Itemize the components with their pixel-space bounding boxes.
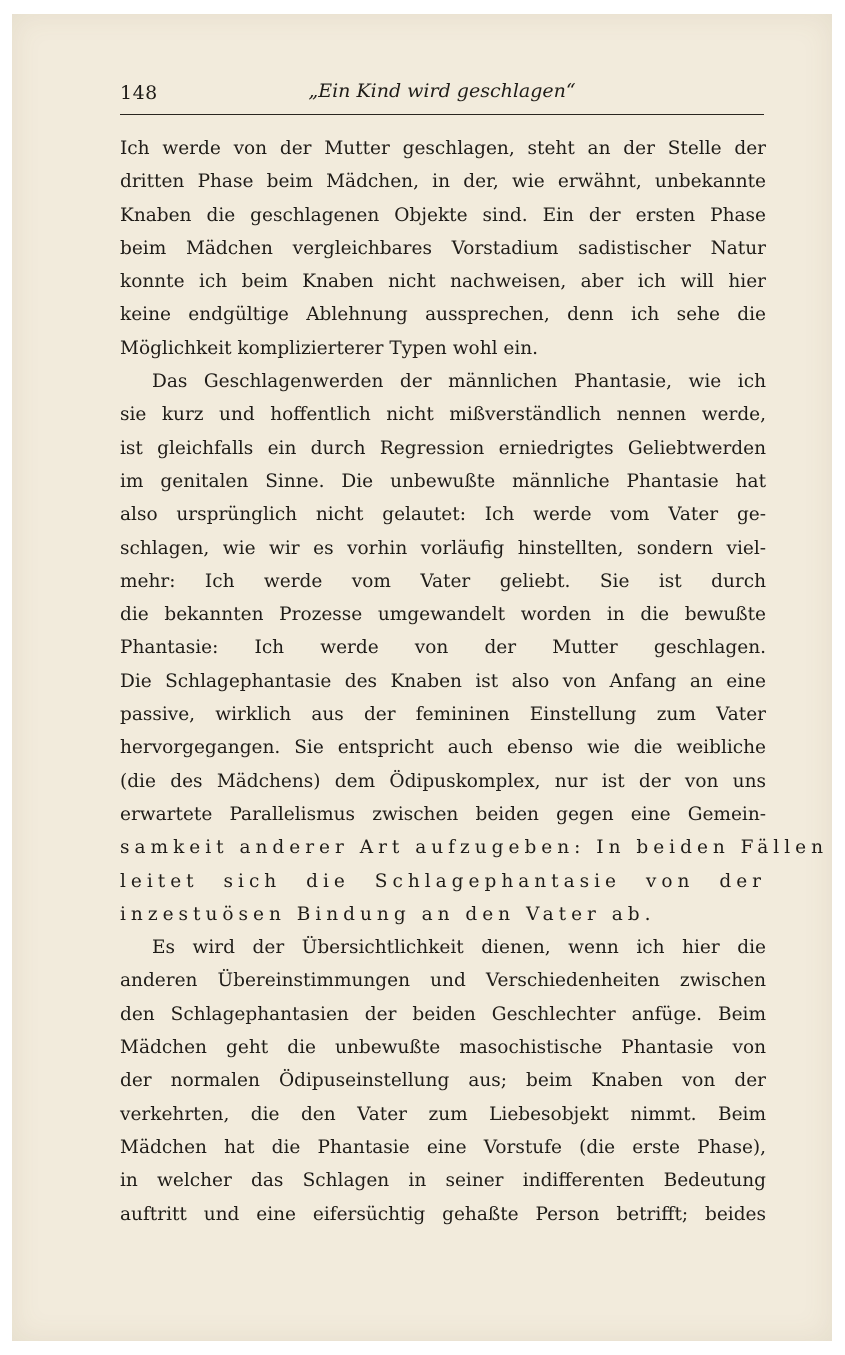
page-header: [120, 78, 764, 115]
text-line: in welcher das Schlagen in seiner indifferenten Bedeutung: [120, 1170, 766, 1192]
text-line: (die des Mädchens) dem Ödipuskomplex, nur ist der von uns: [120, 770, 766, 792]
text-line: beim Mädchen vergleichbares Vorstadium sadistischer Natur: [120, 237, 766, 259]
text-line: mehr: Ich werde vom Vater geliebt. Sie ist durch: [120, 570, 766, 592]
text-line: verkehrten, die den Vater zum Liebesobjekt nimmt. Beim: [120, 1103, 766, 1125]
text-line: der normalen Ödipuseinstellung aus; beim Knaben von der: [120, 1070, 766, 1092]
text-line: Möglichkeit komplizierterer Typen wohl ein.: [120, 337, 539, 359]
text-line: Mädchen geht die unbewußte masochistische Phantasie von: [120, 1037, 766, 1059]
text-line: im genitalen Sinne. Die unbewußte männliche Phantasie hat: [120, 470, 766, 492]
text-line: hervorgegangen. Sie entspricht auch ebenso wie die weibliche: [120, 737, 766, 759]
text-line: Ich werde von der Mutter geschlagen, steht an der Stelle der: [120, 138, 766, 159]
text-line: also ursprünglich nicht gelautet: Ich werde vom Vater ge-: [120, 504, 766, 526]
text-line: Mädchen hat die Phantasie eine Vorstufe (die erste Phase),: [120, 1136, 766, 1158]
book-page: [12, 14, 832, 1341]
running-title: „Ein Kind wird geschlagen“: [308, 80, 576, 102]
text-line: anderen Übereinstimmungen und Verschiedenheiten zwischen: [120, 970, 766, 992]
text-line: leitet sich die Schlagephantasie von der: [120, 870, 766, 892]
text-line: Es wird der Übersichtlichkeit dienen, wenn ich hier die: [152, 937, 766, 959]
text-line: den Schlagephantasien der beiden Geschlechter anfüge. Beim: [120, 1003, 766, 1025]
text-line: sie kurz und hoffentlich nicht mißverständlich nennen werde,: [120, 404, 766, 426]
text-line: passive, wirklich aus der femininen Einstellung zum Vater: [120, 704, 766, 726]
text-line: keine endgültige Ablehnung aussprechen, denn ich sehe die: [120, 304, 766, 326]
text-line: Phantasie: Ich werde von der Mutter geschlagen.: [120, 637, 766, 659]
text-line: Das Geschlagenwerden der männlichen Phantasie, wie ich: [152, 371, 766, 393]
text-line: Die Schlagephantasie des Knaben ist also von Anfang an eine: [120, 670, 766, 692]
text-line: Knaben die geschlagenen Objekte sind. Ein der ersten Phase: [120, 204, 766, 226]
text-line: dritten Phase beim Mädchen, in der, wie erwähnt, unbekannte: [120, 171, 766, 193]
text-line: inzestuösen Bindung an den Vater ab.: [120, 903, 656, 925]
body-text: [120, 132, 828, 1231]
text-line: die bekannten Prozesse umgewandelt worden in die bewußte: [120, 604, 766, 626]
text-line: samkeit anderer Art aufzugeben: In beiden Fällen: [120, 837, 828, 859]
text-line: auftritt und eine eifersüchtig gehaßte Person betrifft; beides: [120, 1203, 766, 1225]
text-line: konnte ich beim Knaben nicht nachweisen, aber ich will hier: [120, 271, 766, 293]
text-line: schlagen, wie wir es vorhin vorläufig hinstellten, sondern viel-: [120, 537, 766, 559]
page-number: 148: [120, 82, 158, 104]
text-line: erwartete Parallelismus zwischen beiden gegen eine Gemein-: [120, 803, 766, 825]
text-line: ist gleichfalls ein durch Regression erniedrigtes Geliebtwerden: [120, 437, 766, 459]
